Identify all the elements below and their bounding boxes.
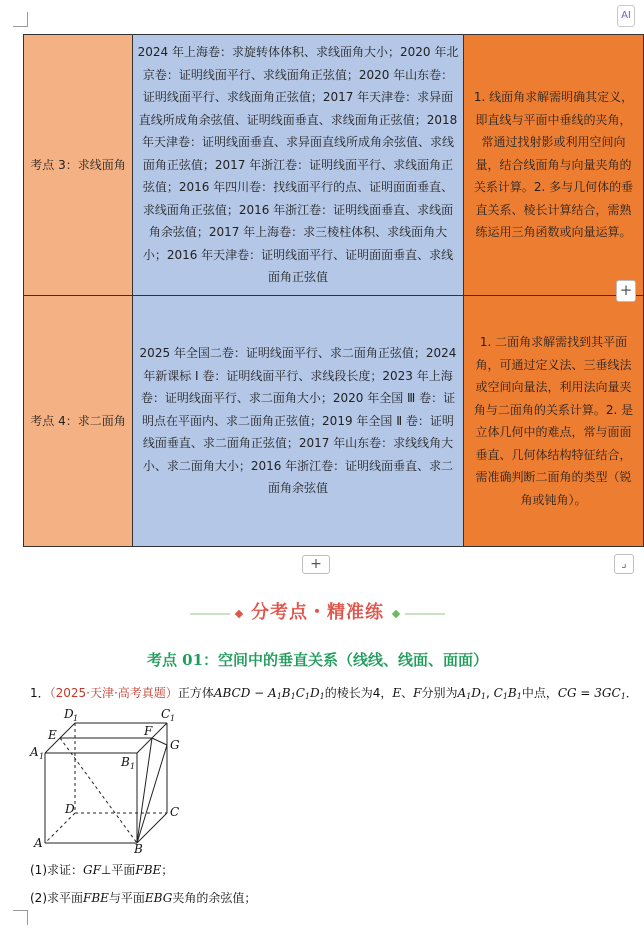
label-A: A [34,836,43,850]
tips-cell[interactable]: 1. 二面角求解需找到其平面角，可通过定义法、三垂线法或空间向量法，利用法向量夹角与二面角的关系计算。2. 是立体几何中的难点，常与面面垂直、几何体结构特征结合，需准确判断二面角的类型（锐角或钝角）。 [464,296,644,547]
label-sub: 1 [73,714,79,723]
label-sub: 1 [39,752,45,761]
math-var: ABCD − A [213,686,277,700]
label-D: D [65,802,75,816]
banner-decor-line [405,613,445,615]
tips-cell[interactable]: 1. 线面角求解需明确其定义，即直线与平面中垂线的夹角，常通过找射影或利用空间向量，结合线面角与向量夹角的关系计算。2. 多与几何体的垂直关系、棱长计算结合，需熟练运用三角函数或向量运算。 [464,35,644,296]
table-resize-handle[interactable]: ⌟ [614,554,634,574]
label-B: B [134,842,143,856]
question-text: 与平面 [108,891,145,905]
segment-EB [60,738,137,843]
add-column-button[interactable]: + [616,280,636,302]
math-sub: 1 [304,692,310,701]
math-sub: 1 [502,692,508,701]
page-corner-mark [13,12,28,27]
math-sub: 1 [466,692,472,701]
banner-decor-diamond [235,609,243,617]
label-A1: A [30,745,39,759]
math-var: B [281,686,291,700]
math-var: FBE [83,891,109,905]
math-sub: 1 [620,692,626,701]
math-var: D [309,686,320,700]
math-sub: 1 [290,692,296,701]
math-var: C [295,686,305,700]
question-stem: 1．（2025·天津·高考真题）正方体ABCD − $A_1B_1C_1D_1$的棱长为4，E、F分别为$A_1D_1$, $C_1B_1$中点，CG = $3GC_1$． [30,686,638,701]
table-row [24,296,644,547]
question-text: 正方体 [177,686,214,700]
topic-cell[interactable]: 考点 3：求线面角 [24,35,133,296]
label-C: C [170,805,180,819]
question-text: ⊥平面 [100,863,136,877]
label-E: E [48,728,57,742]
question-text: (2)求平面 [30,891,83,905]
math-sub: 1 [516,692,522,701]
exam-topic-table [23,34,644,547]
segment-FG [152,738,167,745]
math-var: C [493,686,503,700]
banner-decor-line [190,613,230,615]
question-number: 1． [30,686,50,700]
question-text: (1)求证： [30,863,83,877]
hidden-edge [45,813,75,843]
label-sub: 1 [170,714,176,723]
math-sub: 1 [480,692,486,701]
math-sub: 1 [319,692,325,701]
exams-cell[interactable]: 2024 年上海卷：求旋转体体积、求线面角大小；2020 年北京卷：证明线面平行、求线面角正弦值；2020 年山东卷：证明线面平行、求线面角正弦值；2017 年天津卷：求异面直线所成角余弦值、证明线面垂直、求线面角正弦值；2018 年天津卷：证明线面垂直、求异面直线所成角余弦值、求线面角正弦值；2017 年浙江卷：证明线面平行、求线面角正弦值；2016 年四川卷：找线面平行的点、证明面面垂直、求线面角正弦值；2016 年浙江卷：证明线面垂直、求线面角余弦值；2017 年上海卷：求三棱柱体积、求线面角大小；2016 年天津卷：证明线面平行、证明面面垂直、求线面角正弦值 [133,35,464,296]
math-var: D [471,686,481,700]
question-source: （2025·天津·高考真题） [49,686,178,700]
math-var: FBE [135,863,162,877]
section-banner [0,598,635,624]
math-value: 4 [372,686,381,700]
question-text: ； [161,863,174,877]
math-expr: CG = 3GC [557,686,621,700]
math-var: EBG [144,891,173,905]
section-title: 分考点・精准练 [251,602,384,623]
cube-figure [28,703,203,856]
question-text: 中点， [521,686,558,700]
kaodian-heading: 考点 01：空间中的垂直关系（线线、线面、面面） [146,651,489,669]
question-part-2 [30,889,256,906]
page-corner-mark [13,910,28,925]
label-G: G [170,738,180,752]
label-D1: D [64,707,74,721]
math-var: GF [83,863,101,877]
label-sub: 1 [130,762,136,771]
math-var: A [457,686,467,700]
question-text: ， [380,686,393,700]
math-sub: 1 [276,692,282,701]
banner-decor-diamond [392,609,400,617]
math-var: F [413,686,422,700]
math-var: B [507,686,517,700]
add-row-button[interactable]: + [302,555,330,574]
math-var: E [392,686,402,700]
question-text: ． [625,686,638,700]
exams-cell[interactable]: 2025 年全国二卷：证明线面平行、求二面角正弦值；2024 年新课标 Ⅰ 卷：证明线面平行、求线段长度；2023 年上海卷：证明线面平行、求二面角大小；2020 年全国 Ⅲ 卷：证明点在平面内、求二面角正弦值；2019 年全国 Ⅱ 卷：证明线面垂直、求二面角正弦值；2017 年山东卷：求线线角大小、求二面角大小；2016 年浙江卷：证明线面垂直、求二面角余弦值 [133,296,464,547]
table-row [24,35,644,296]
question-text: 夹角的余弦值； [172,891,257,905]
label-C1: C [161,707,171,721]
topic-cell[interactable]: 考点 4：求二面角 [24,296,133,547]
question-part-1 [30,861,173,878]
ai-assistant-button[interactable]: AI [617,5,635,27]
label-F: F [144,724,153,738]
segment-BF [137,738,152,843]
question-text: 的棱长为 [324,686,373,700]
question-text: 分别为 [421,686,458,700]
label-B1: B [121,755,130,769]
